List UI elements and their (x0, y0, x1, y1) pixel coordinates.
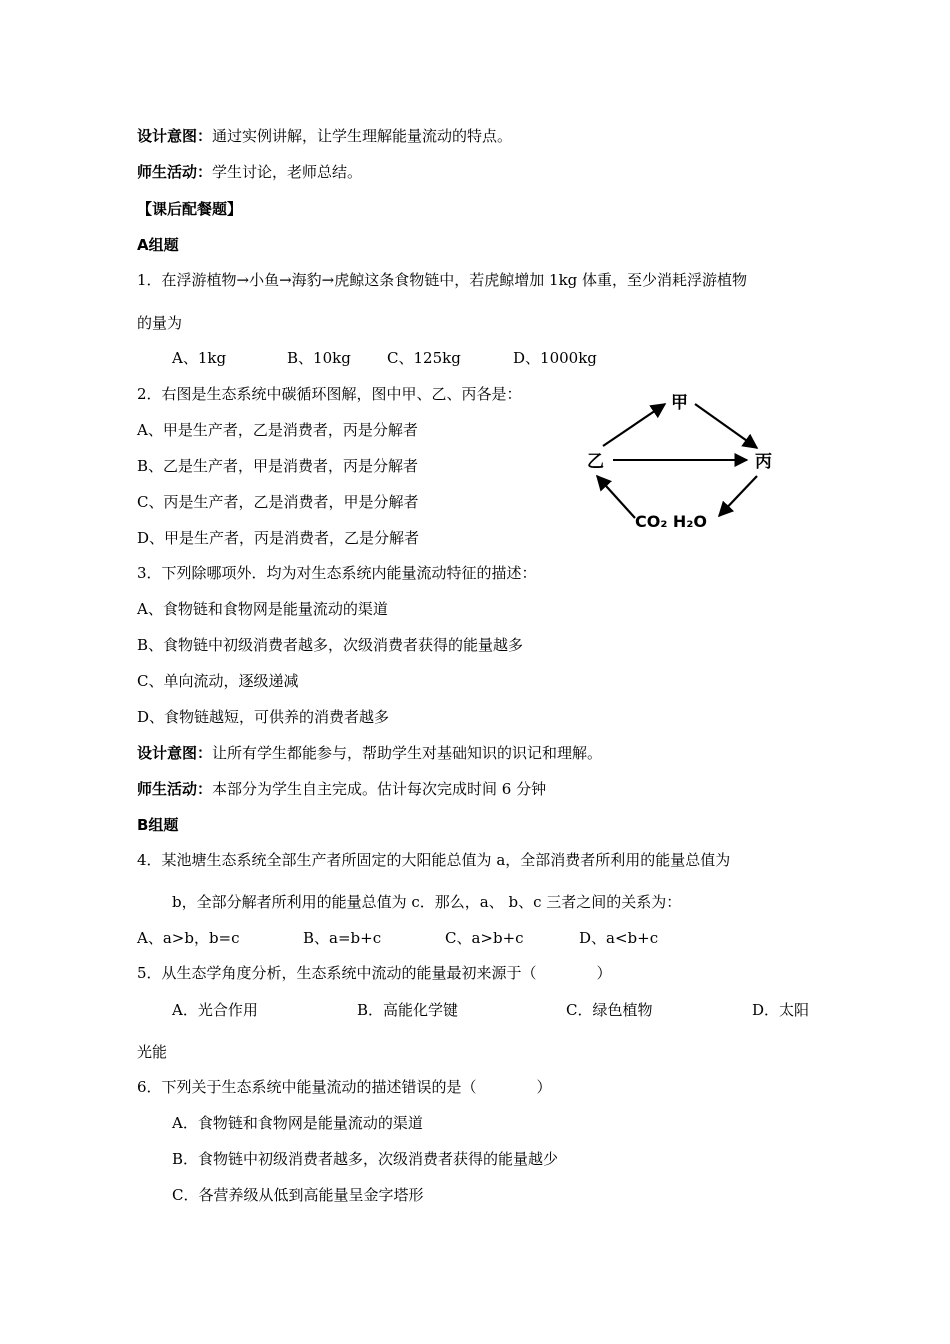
q2-option-d: D、甲是生产者，丙是消费者，乙是分解者 (137, 529, 420, 547)
group-a-heading: A组题 (137, 236, 179, 254)
arrow-yi-to-jia (603, 404, 665, 446)
question-1-line-1: 1．在浮游植物→小鱼→海豹→虎鲸这条食物链中，若虎鲸增加 1kg 体重，至少消耗浮游植物 (137, 271, 748, 289)
design-intent-label: 设计意图： (137, 127, 213, 145)
q5-option-b: B．高能化学键 (357, 1001, 459, 1019)
node-bing: 丙 (755, 452, 772, 472)
arrow-co2-to-yi (597, 476, 635, 518)
design-intent-label: 设计意图： (137, 744, 213, 762)
q5-option-d-wrap: 光能 (137, 1043, 168, 1061)
q6-option-c: C．各营养级从低到高能量呈金字塔形 (172, 1186, 424, 1204)
q3-option-b: B、食物链中初级消费者越多，次级消费者获得的能量越多 (137, 636, 524, 654)
node-jia: 甲 (671, 393, 688, 413)
activity-text: 学生讨论，老师总结。 (212, 163, 363, 181)
q6-option-b: B．食物链中初级消费者越多，次级消费者获得的能量越少 (172, 1150, 559, 1168)
design-intent-2 (137, 743, 602, 763)
design-intent-1 (137, 126, 512, 146)
node-yi: 乙 (587, 452, 604, 472)
design-intent-text: 让所有学生都能参与，帮助学生对基础知识的识记和理解。 (212, 744, 603, 762)
question-6-stem: 6．下列关于生态系统中能量流动的描述错误的是（ ） (137, 1078, 552, 1096)
arrow-bing-to-co2 (719, 476, 757, 516)
activity-label: 师生活动： (137, 163, 213, 181)
q1-option-c: C、125kg (387, 349, 461, 367)
design-intent-text: 通过实例讲解，让学生理解能量流动的特点。 (212, 127, 513, 145)
activity-label: 师生活动： (137, 780, 213, 798)
question-5-stem: 5．从生态学角度分析，生态系统中流动的能量最初来源于（ ） (137, 964, 612, 982)
q4-option-c: C、a>b+c (445, 929, 524, 947)
q4-option-a: A、a>b，b=c (137, 929, 240, 947)
q5-option-c: C．绿色植物 (566, 1001, 653, 1019)
question-1-line-2: 的量为 (137, 314, 183, 332)
teacher-student-activity-1 (137, 162, 362, 182)
question-2-stem: 2．右图是生态系统中碳循环图解，图中甲、乙、丙各是： (137, 385, 522, 403)
question-4-line-1: 4．某池塘生态系统全部生产者所固定的大阳能总值为 a，全部消费者所利用的能量总值为 (137, 851, 731, 869)
q4-option-d: D、a<b+c (579, 929, 659, 947)
carbon-cycle-diagram (585, 388, 785, 538)
q5-option-a: A．光合作用 (172, 1001, 258, 1019)
teacher-student-activity-2 (137, 779, 546, 799)
q3-option-a: A、食物链和食物网是能量流动的渠道 (137, 600, 388, 618)
q3-option-c: C、单向流动，逐级递减 (137, 672, 299, 690)
q2-option-b: B、乙是生产者，甲是消费者，丙是分解者 (137, 457, 419, 475)
q2-option-a: A、甲是生产者，乙是消费者，丙是分解者 (137, 421, 418, 439)
arrow-jia-to-bing (695, 404, 757, 448)
activity-text: 本部分为学生自主完成。估计每次完成时间 6 分钟 (212, 780, 547, 798)
question-4-line-2: b，全部分解者所利用的能量总值为 c．那么，a、 b、c 三者之间的关系为： (172, 893, 682, 911)
q6-option-a: A．食物链和食物网是能量流动的渠道 (172, 1114, 423, 1132)
question-3-stem: 3．下列除哪项外．均为对生态系统内能量流动特征的描述： (137, 564, 537, 582)
q5-option-d: D．太阳 (752, 1001, 810, 1019)
q1-option-a: A、1kg (172, 349, 227, 367)
section-title: 【课后配餐题】 (137, 200, 243, 218)
q1-option-d: D、1000kg (513, 349, 597, 367)
q3-option-d: D、食物链越短，可供养的消费者越多 (137, 708, 390, 726)
q1-option-b: B、10kg (287, 349, 351, 367)
q2-option-c: C、丙是生产者，乙是消费者，甲是分解者 (137, 493, 419, 511)
q4-option-b: B、a=b+c (303, 929, 382, 947)
node-co2-h2o: CO₂ H₂O (635, 512, 707, 531)
group-b-heading: B组题 (137, 816, 179, 834)
